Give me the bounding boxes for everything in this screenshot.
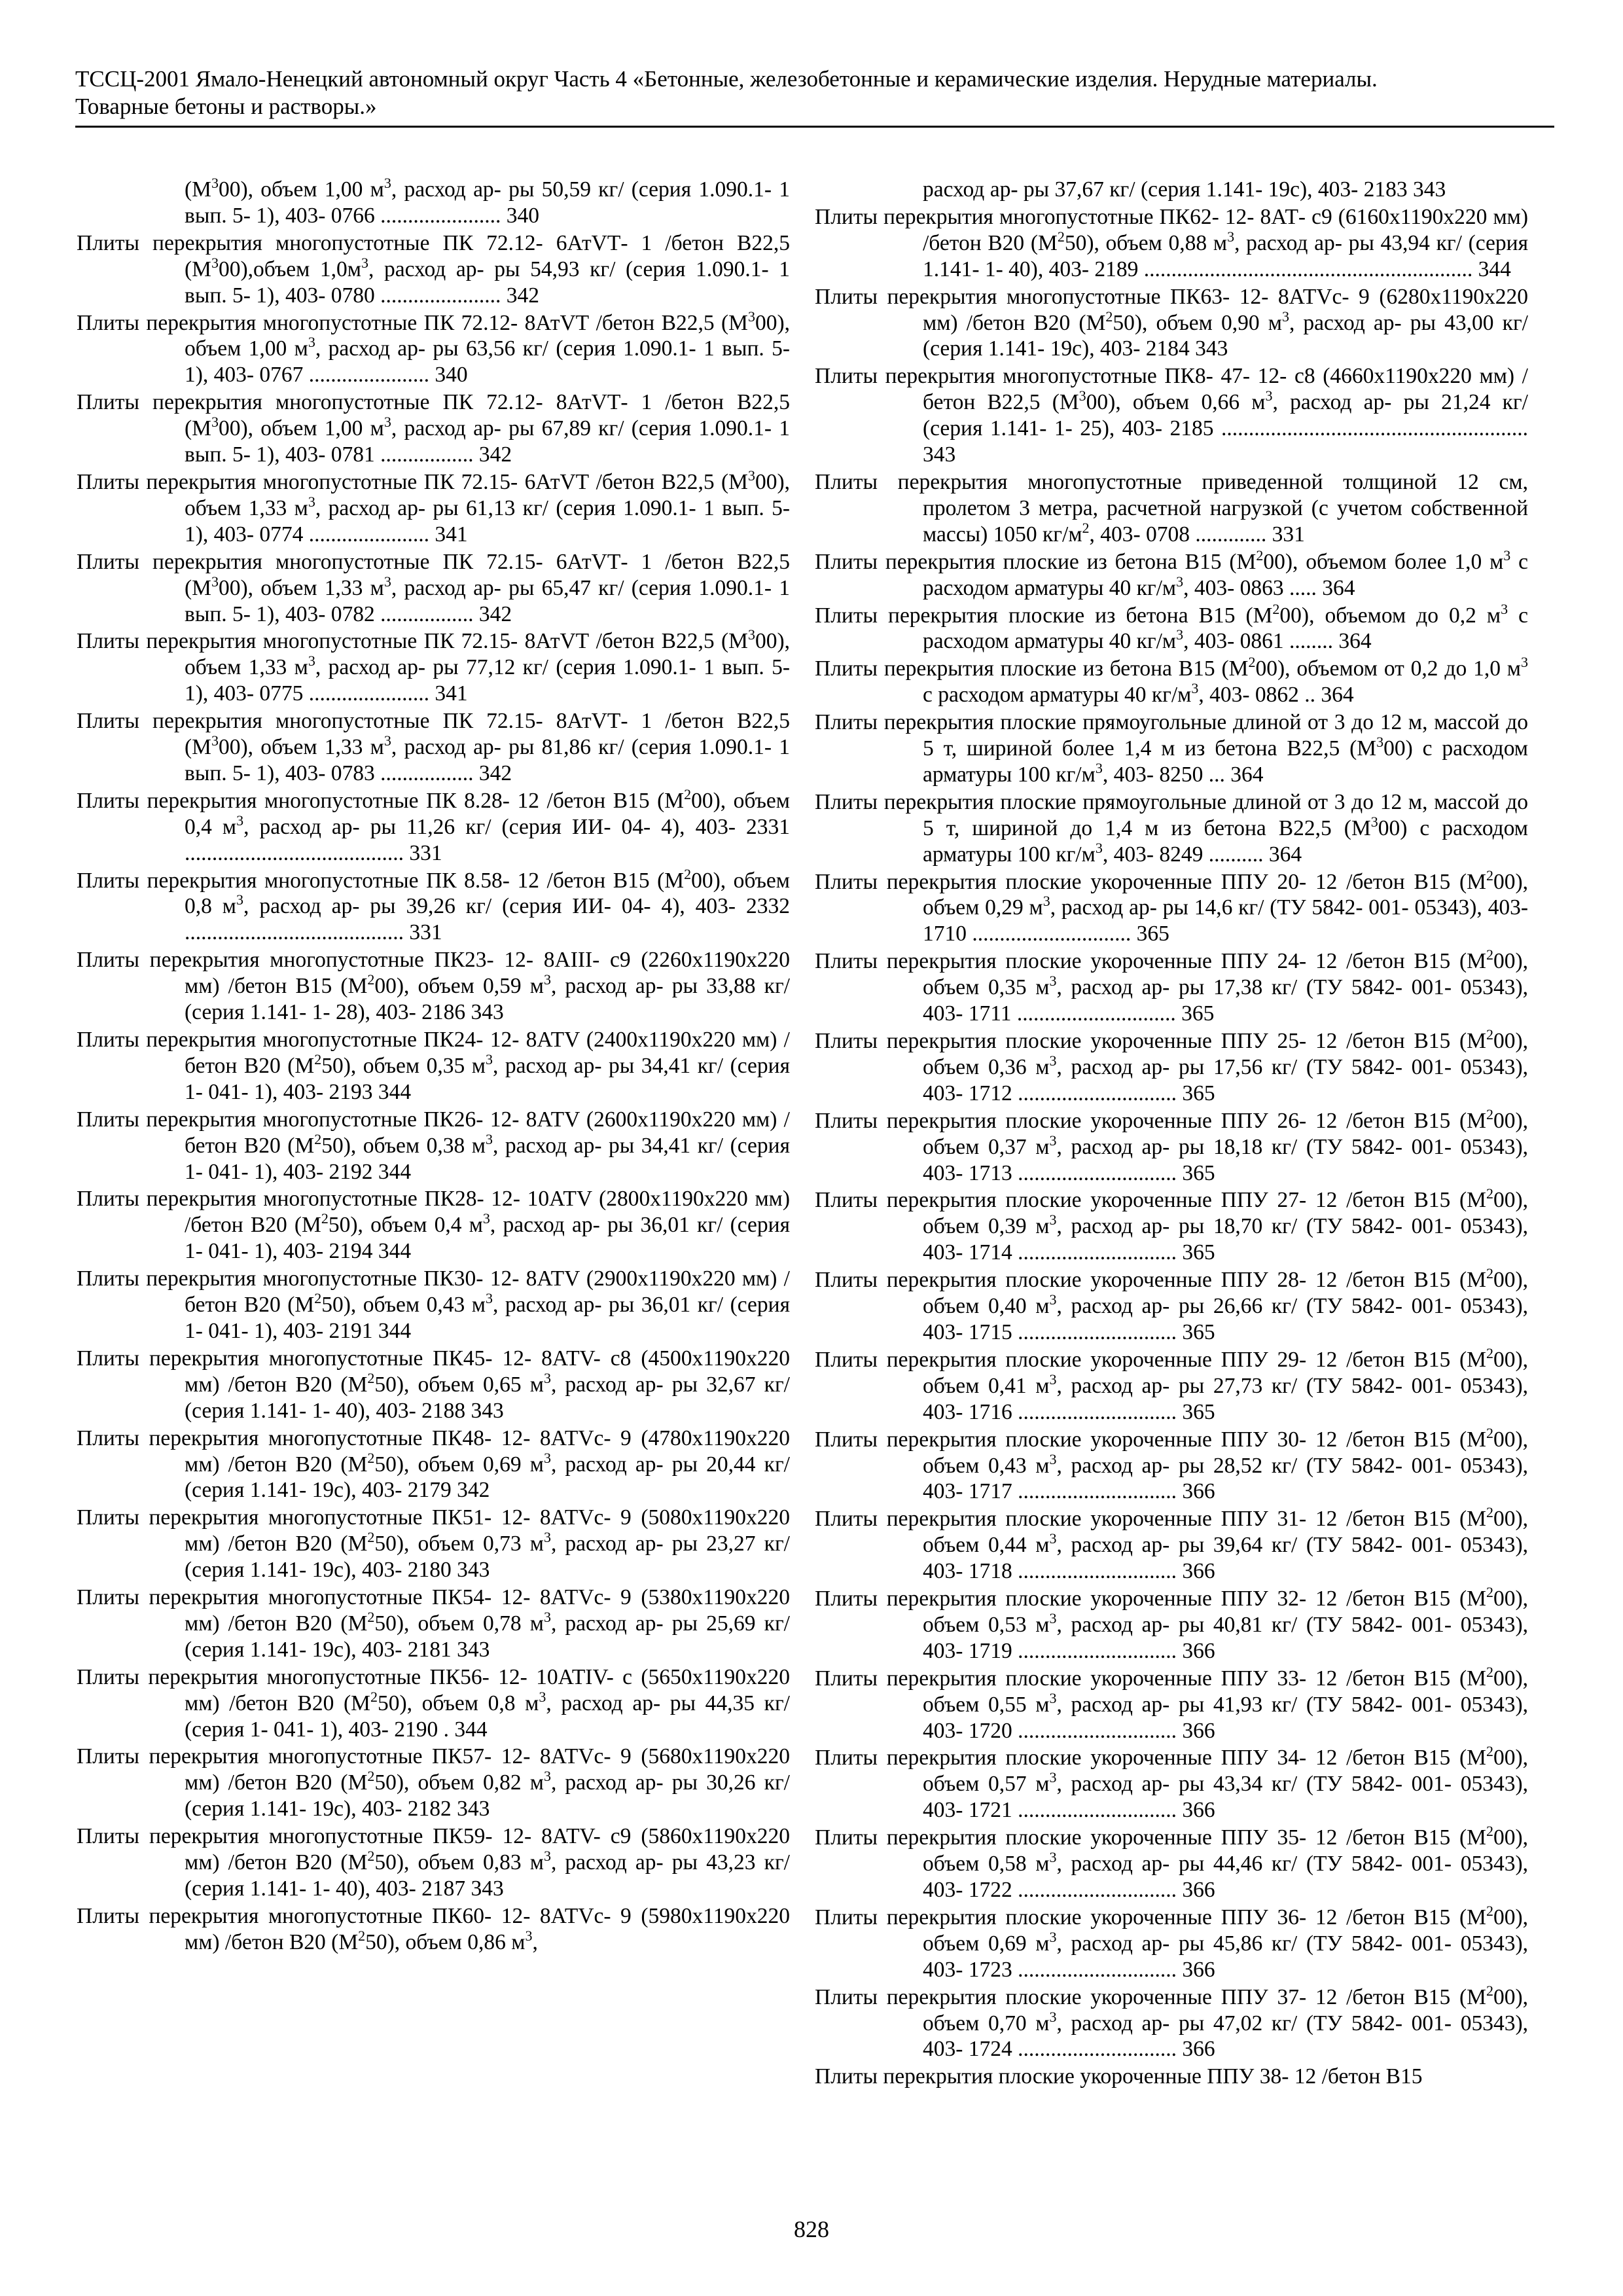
- index-entry: Плиты перекрытия многопустотные ПК24- 12- 8АТV (2400х1190х220 мм) /бетон В20 $(М^250)$, объем 0,35 $м^3$, расход ар- ры 34,41 кг/ (серия 1- 041- 1), 403- 2193 344: [77, 1028, 790, 1104]
- index-entry: Плиты перекрытия плоские из бетона В15 $(М^200)$, объемом более 1,0 $м^3$ с расходом арматуры 40 $кг/м^3$, 403- 0863 ..... 364: [815, 547, 1529, 600]
- index-entry: Плиты перекрытия многопустотные ПК59- 12- 8АТV- с9 (5860х1190х220 мм) /бетон В20 $(М^250)$, объем 0,83 $м^3$, расход ар- ры 43,23 кг/ (серия 1.141- 1- 40), 403- 2187 343: [77, 1824, 790, 1901]
- index-entry: Плиты перекрытия плоские из бетона В15 $(М^200)$, объемом до 0,2 $м^3$ с расходом арматуры 40 $кг/м^3$, 403- 0861 ........ 364: [815, 600, 1529, 654]
- index-entry: Плиты перекрытия многопустотные ПК60- 12- 8АТVс- 9 (5980х1190х220 мм) /бетон В20 $(М^250)$, объем 0,86 $м^3$,: [77, 1903, 790, 1954]
- index-entry: Плиты перекрытия плоские укороченные ППУ 25- 12 /бетон В15 $(М^200)$, объем 0,36 $м^3$, расход ар- ры 17,56 кг/ (ТУ 5842- 001- 05343), 403- 1712 ............................. 365: [815, 1026, 1528, 1105]
- index-entry: Плиты перекрытия многопустотные ПК23- 12- 8АIII- с9 (2260х1190х220 мм) /бетон В15 $(М^200)$, объем 0,59 $м^3$, расход ар- ры 33,88 кг/ (серия 1.141- 1- 28), 403- 2186 343: [77, 948, 790, 1025]
- header-line-2: Товарные бетоны и растворы.»: [75, 94, 377, 119]
- index-entry: Плиты перекрытия многопустотные ПК56- 12- 10АТIV- с (5650х1190х220 мм) /бетон В20 $(М^250)$, объем 0,8 $м^3$, расход ар- ры 44,35 кг/ (серия 1- 041- 1), 403- 2190 . 344: [77, 1664, 790, 1742]
- index-entry: Плиты перекрытия плоские укороченные ППУ 31- 12 /бетон В15 $(М^200)$, объем 0,44 $м^3$, расход ар- ры 39,64 кг/ (ТУ 5842- 001- 05343), 403- 1718 ............................. 366: [815, 1504, 1528, 1584]
- index-entry: Плиты перекрытия многопустотные ПК 72.15- 6АтVТ /бетон В22,5 $(М^300)$, объем 1,33 $м^3$, расход ар- ры 61,13 кг/ (серия 1.090.1- 1 вып. 5- 1), 403- 0774 ...................... 341: [77, 467, 790, 547]
- index-entry: Плиты перекрытия многопустотные ПК51- 12- 8АТVс- 9 (5080х1190х220 мм) /бетон В20 $(М^250)$, объем 0,73 $м^3$, расход ар- ры 23,27 кг/ (серия 1.141- 19с), 403- 2180 343: [77, 1505, 790, 1583]
- index-column-right: [815, 177, 1528, 2091]
- index-entry: Плиты перекрытия многопустотные ПК 72.15- 8АтVТ /бетон В22,5 $(М^300)$, объем 1,33 $м^3$, расход ар- ры 77,12 кг/ (серия 1.090.1- 1 вып. 5- 1), 403- 0775 ...................... 341: [77, 626, 790, 706]
- index-entry: Плиты перекрытия плоские укороченные ППУ 24- 12 /бетон В15 $(М^200)$, объем 0,35 $м^3$, расход ар- ры 17,38 кг/ (ТУ 5842- 001- 05343), 403- 1711 ............................. 365: [815, 946, 1528, 1026]
- index-entry: Плиты перекрытия многопустотные ПК26- 12- 8АТV (2600х1190х220 мм) /бетон В20 $(М^250)$, объем 0,38 $м^3$, расход ар- ры 34,41 кг/ (серия 1- 041- 1), 403- 2192 344: [77, 1107, 790, 1184]
- index-entry: Плиты перекрытия плоские укороченные ППУ 27- 12 /бетон В15 $(М^200)$, объем 0,39 $м^3$, расход ар- ры 18,70 кг/ (ТУ 5842- 001- 05343), 403- 1714 ............................. 365: [815, 1185, 1528, 1265]
- index-entry: Плиты перекрытия плоские укороченные ППУ 26- 12 /бетон В15 $(М^200)$, объем 0,37 $м^3$, расход ар- ры 18,18 кг/ (ТУ 5842- 001- 05343), 403- 1713 ............................. 365: [815, 1105, 1528, 1185]
- index-entry: Плиты перекрытия плоские укороченные ППУ 35- 12 /бетон В15 $(М^200)$, объем 0,58 $м^3$, расход ар- ры 44,46 кг/ (ТУ 5842- 001- 05343), 403- 1722 ............................. 366: [815, 1823, 1528, 1902]
- index-entry: Плиты перекрытия многопустотные приведенной толщиной 12 см, пролетом 3 метра, расчетной нагрузкой (с учетом собственной массы) 1050 $кг/м^2$, 403- 0708 ............. 331: [815, 469, 1528, 547]
- index-entry: Плиты перекрытия плоские укороченные ППУ 30- 12 /бетон В15 $(М^200)$, объем 0,43 $м^3$, расход ар- ры 28,52 кг/ (ТУ 5842- 001- 05343), 403- 1717 ............................. 366: [815, 1424, 1528, 1504]
- index-entry: Плиты перекрытия многопустотные ПК 8.28- 12 /бетон В15 $(М^200)$, объем 0,4 $м^3$, расход ар- ры 11,26 кг/ (серия ИИ- 04- 4), 403- 2331 ........................................ 331: [77, 785, 791, 865]
- index-entry: Плиты перекрытия многопустотные ПК28- 12- 10АТV (2800х1190х220 мм) /бетон В20 $(М^250)$, объем 0,4 $м^3$, расход ар- ры 36,01 кг/ (серия 1- 041- 1), 403- 2194 344: [77, 1187, 790, 1264]
- index-entry: Плиты перекрытия плоские укороченные ППУ 34- 12 /бетон В15 $(М^200)$, объем 0,57 $м^3$, расход ар- ры 43,34 кг/ (ТУ 5842- 001- 05343), 403- 1721 ............................. 366: [815, 1743, 1528, 1823]
- index-entry: Плиты перекрытия многопустотные ПК 8.58- 12 /бетон В15 $(М^200)$, объем 0,8 $м^3$, расход ар- ры 39,26 кг/ (серия ИИ- 04- 4), 403- 2332 ........................................ 331: [77, 865, 790, 945]
- index-entry: Плиты перекрытия плоские из бетона В15 $(М^200)$, объемом от 0,2 до 1,0 $м^3$ с расходом арматуры 40 $кг/м^3$, 403- 0862 .. 364: [815, 654, 1529, 708]
- index-entry: Плиты перекрытия плоские укороченные ППУ 32- 12 /бетон В15 $(М^200)$, объем 0,53 $м^3$, расход ар- ры 40,81 кг/ (ТУ 5842- 001- 05343), 403- 1719 ............................. 366: [815, 1584, 1528, 1663]
- index-entry: Плиты перекрытия многопустотные ПК63- 12- 8АТVс- 9 (6280х1190х220 мм) /бетон В20 $(М^250)$, объем 0,90 $м^3$, расход ар- ры 43,00 кг/ (серия 1.141- 19с), 403- 2184 343: [815, 284, 1528, 361]
- index-entry: Плиты перекрытия плоские прямоугольные длиной от 3 до 12 м, массой до 5 т, шириной до 1,4 м из бетона В22,5 $(М^300)$ с расходом арматуры 100 $кг/м^3$, 403- 8249 .......... 364: [815, 789, 1528, 867]
- index-entry: Плиты перекрытия многопустотные ПК 72.12- 8АтVТ /бетон В22,5 $(М^300)$, объем 1,00 $м^3$, расход ар- ры 63,56 кг/ (серия 1.090.1- 1 вып. 5- 1), 403- 0767 ...................... 340: [77, 308, 790, 387]
- index-entry: Плиты перекрытия многопустотные ПК8- 47- 12- с8 (4660х1190х220 мм) /бетон В22,5 $(М^300)$, объем 0,66 $м^3$, расход ар- ры 21,24 кг/ (серия 1.141- 1- 25), 403- 2185 ........................................................ 343: [815, 364, 1528, 467]
- index-entry: Плиты перекрытия многопустотные ПК45- 12- 8АТV- с8 (4500х1190х220 мм) /бетон В20 $(М^250)$, объем 0,65 $м^3$, расход ар- ры 32,67 кг/ (серия 1.141- 1- 40), 403- 2188 343: [77, 1346, 790, 1423]
- index-entry: Плиты перекрытия многопустотные ПК 72.15- 6АтVТ- 1 /бетон В22,5 $(М^300)$, объем 1,33 $м^3$, расход ар- ры 65,47 кг/ (серия 1.090.1- 1 вып. 5- 1), 403- 0782 ................. 342: [77, 549, 790, 626]
- page-number: 828: [794, 2216, 829, 2242]
- index-entry: Плиты перекрытия плоские укороченные ППУ 29- 12 /бетон В15 $(М^200)$, объем 0,41 $м^3$, расход ар- ры 27,73 кг/ (ТУ 5842- 001- 05343), 403- 1716 ............................. 365: [815, 1344, 1528, 1424]
- index-column-left: [77, 177, 790, 1957]
- index-entry: Плиты перекрытия многопустотные ПК48- 12- 8АТVс- 9 (4780х1190х220 мм) /бетон В20 $(М^250)$, объем 0,69 $м^3$, расход ар- ры 20,44 кг/ (серия 1.141- 19с), 403- 2179 342: [77, 1426, 790, 1503]
- running-header: [75, 65, 1554, 128]
- index-entry: Плиты перекрытия многопустотные ПК 72.15- 8АтVТ- 1 /бетон В22,5 $(М^300)$, объем 1,33 $м^3$, расход ар- ры 81,86 кг/ (серия 1.090.1- 1 вып. 5- 1), 403- 0783 ................. 342: [77, 709, 790, 785]
- index-entry: Плиты перекрытия плоские укороченные ППУ 38- 12 /бетон В15: [815, 2064, 1423, 2089]
- index-entry: Плиты перекрытия многопустотные ПК57- 12- 8АТVс- 9 (5680х1190х220 мм) /бетон В20 $(М^250)$, объем 0,82 $м^3$, расход ар- ры 30,26 кг/ (серия 1.141- 19с), 403- 2182 343: [77, 1744, 790, 1821]
- index-entry: Плиты перекрытия многопустотные ПК 72.12- 8АтVТ- 1 /бетон В22,5 $(М^300)$, объем 1,00 $м^3$, расход ар- ры 67,89 кг/ (серия 1.090.1- 1 вып. 5- 1), 403- 0781 ................. 342: [77, 390, 790, 467]
- index-entry: $(М^300)$, объем 1,00 $м^3$, расход ар- ры 50,59 кг/ (серия 1.090.1- 1 вып. 5- 1), 403- 0766 ...................... 340: [185, 175, 790, 228]
- index-entry: Плиты перекрытия многопустотные ПК54- 12- 8АТVс- 9 (5380х1190х220 мм) /бетон В20 $(М^250)$, объем 0,78 $м^3$, расход ар- ры 25,69 кг/ (серия 1.141- 19с), 403- 2181 343: [77, 1585, 790, 1662]
- index-entry: Плиты перекрытия плоские укороченные ППУ 36- 12 /бетон В15 $(М^200)$, объем 0,69 $м^3$, расход ар- ры 45,86 кг/ (ТУ 5842- 001- 05343), 403- 1723 ............................. 366: [815, 1902, 1528, 1982]
- index-entry: Плиты перекрытия плоские прямоугольные длиной от 3 до 12 м, массой до 5 т, шириной более 1,4 м из бетона В22,5 $(М^300)$ с расходом арматуры 100 $кг/м^3$, 403- 8250 ... 364: [815, 710, 1528, 787]
- index-entry: Плиты перекрытия плоские укороченные ППУ 28- 12 /бетон В15 $(М^200)$, объем 0,40 $м^3$, расход ар- ры 26,66 кг/ (ТУ 5842- 001- 05343), 403- 1715 ............................. 365: [815, 1265, 1528, 1344]
- index-entry: Плиты перекрытия плоские укороченные ППУ 20- 12 /бетон В15 $(М^200)$, объем 0,29 $м^3$, расход ар- ры 14,6 кг/ (ТУ 5842- 001- 05343), 403- 1710 ............................. 365: [815, 867, 1528, 946]
- index-entry: Плиты перекрытия плоские укороченные ППУ 37- 12 /бетон В15 $(М^200)$, объем 0,70 $м^3$, расход ар- ры 47,02 кг/ (ТУ 5842- 001- 05343), 403- 1724 ............................. 366: [815, 1982, 1528, 2062]
- index-entry: Плиты перекрытия многопустотные ПК 72.12- 6АтVТ- 1 /бетон В22,5 $(М^300),объем$ $1,0м^3$, расход ар- ры 54,93 кг/ (серия 1.090.1- 1 вып. 5- 1), 403- 0780 ...................... 342: [77, 230, 791, 308]
- index-entry: Плиты перекрытия многопустотные ПК30- 12- 8АТV (2900х1190х220 мм) /бетон В20 $(М^250)$, объем 0,43 $м^3$, расход ар- ры 36,01 кг/ (серия 1- 041- 1), 403- 2191 344: [77, 1266, 790, 1343]
- index-entry: расход ар- ры 37,67 кг/ (серия 1.141- 19с), 403- 2183 343: [923, 177, 1446, 202]
- index-entry: Плиты перекрытия плоские укороченные ППУ 33- 12 /бетон В15 $(М^200)$, объем 0,55 $м^3$, расход ар- ры 41,93 кг/ (ТУ 5842- 001- 05343), 403- 1720 ............................. 366: [815, 1663, 1528, 1743]
- header-line-1: ТССЦ-2001 Ямало-Ненецкий автономный округ Часть 4 «Бетонные, железобетонные и керамические изделия. Нерудные материалы.: [75, 66, 1378, 92]
- index-entry: Плиты перекрытия многопустотные ПК62- 12- 8АТ- с9 (6160х1190х220 мм) /бетон В20 $(М^250)$, объем 0,88 $м^3$, расход ар- ры 43,94 кг/ (серия 1.141- 1- 40), 403- 2189 ............................................................ 344: [815, 204, 1528, 281]
